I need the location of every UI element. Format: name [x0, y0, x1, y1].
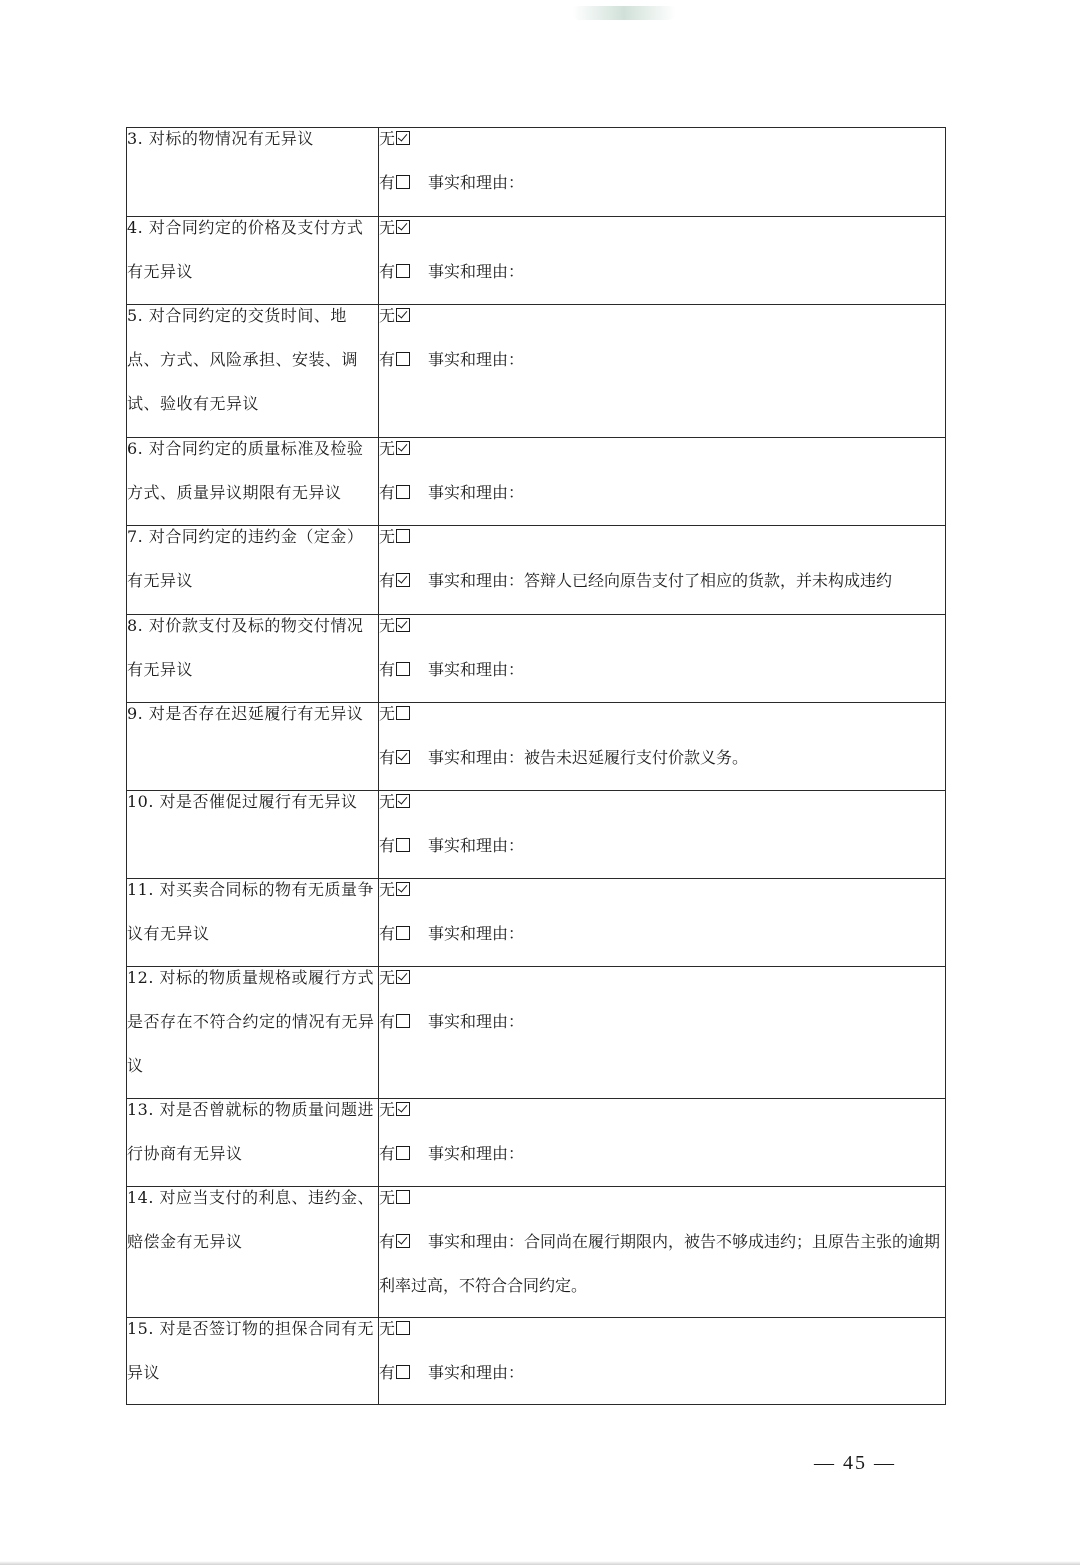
checked-checkbox-icon[interactable]: [396, 441, 410, 455]
question-text: 13. 对是否曾就标的物质量问题进行协商有无异议: [127, 1100, 375, 1163]
table-row: [127, 615, 946, 703]
checked-checkbox-icon[interactable]: [396, 573, 410, 587]
answer-cell: [379, 305, 946, 438]
reason-label: 事实和理由：: [428, 173, 525, 192]
reason-label: 事实和理由：: [428, 748, 525, 767]
option-none-label: 无: [379, 527, 396, 546]
option-yes-line: [379, 161, 945, 205]
answer-cell: [379, 703, 946, 791]
option-yes-label: 有: [379, 748, 396, 767]
answer-cell: [379, 791, 946, 879]
reason-label: 事实和理由：: [428, 483, 525, 502]
option-yes-line: [379, 250, 945, 294]
empty-checkbox-icon[interactable]: [396, 706, 410, 720]
empty-checkbox-icon[interactable]: [396, 264, 410, 278]
question-text: 6. 对合同约定的质量标准及检验方式、质量异议期限有无异议: [127, 439, 364, 502]
empty-checkbox-icon[interactable]: [396, 1146, 410, 1160]
question-text: 14. 对应当支付的利息、违约金、赔偿金有无异议: [127, 1188, 375, 1251]
question-cell: [127, 703, 379, 791]
table-row: [127, 703, 946, 791]
question-text: 11. 对买卖合同标的物有无质量争议有无异议: [127, 880, 375, 943]
option-yes-line: [379, 1220, 945, 1308]
option-none-line: [379, 604, 945, 648]
table-row: [127, 217, 946, 305]
question-text: 4. 对合同约定的价格及支付方式有无异议: [127, 218, 364, 281]
option-none-line: [379, 780, 945, 824]
scan-stamp-mark: [572, 6, 676, 20]
question-cell: [127, 879, 379, 967]
option-none-label: 无: [379, 616, 396, 635]
option-none-label: 无: [379, 218, 396, 237]
answer-cell: [379, 967, 946, 1099]
question-text: 5. 对合同约定的交货时间、地点、方式、风险承担、安装、调试、验收有无异议: [127, 306, 359, 413]
reason-label: 事实和理由：: [428, 1363, 525, 1382]
reason-label: 事实和理由：: [428, 660, 525, 679]
option-yes-line: [379, 338, 945, 382]
reason-label: 事实和理由：: [428, 1232, 525, 1251]
option-yes-label: 有: [379, 836, 396, 855]
option-none-label: 无: [379, 880, 396, 899]
question-text: 12. 对标的物质量规格或履行方式是否存在不符合约定的情况有无异议: [127, 968, 375, 1075]
reason-label: 事实和理由：: [428, 262, 525, 281]
checked-checkbox-icon[interactable]: [396, 1102, 410, 1116]
option-yes-line: [379, 736, 945, 780]
table-row: [127, 438, 946, 526]
question-text: 9. 对是否存在迟延履行有无异议: [127, 704, 364, 723]
empty-checkbox-icon[interactable]: [396, 1014, 410, 1028]
option-yes-label: 有: [379, 1144, 396, 1163]
reason-label: 事实和理由：: [428, 836, 525, 855]
option-yes-label: 有: [379, 1012, 396, 1031]
scan-bottom-edge: [0, 1561, 1080, 1565]
option-yes-label: 有: [379, 571, 396, 590]
option-yes-label: 有: [379, 1232, 396, 1251]
question-cell: [127, 1099, 379, 1187]
option-yes-label: 有: [379, 350, 396, 369]
answer-cell: [379, 1187, 946, 1318]
option-none-line: [379, 1176, 945, 1220]
empty-checkbox-icon[interactable]: [396, 838, 410, 852]
question-cell: [127, 305, 379, 438]
option-yes-line: [379, 912, 945, 956]
reason-label: 事实和理由：: [428, 924, 525, 943]
question-text: 3. 对标的物情况有无异议: [127, 129, 314, 148]
reason-text: 合同尚在履行期限内，被告不够成违约；且原告主张的逾期利率过高，不符合合同约定。: [379, 1232, 941, 1295]
objection-table: [126, 127, 946, 1405]
checked-checkbox-icon[interactable]: [396, 970, 410, 984]
question-cell: [127, 128, 379, 217]
answer-cell: [379, 217, 946, 305]
option-none-line: [379, 294, 945, 338]
option-yes-line: [379, 1000, 945, 1044]
reason-label: 事实和理由：: [428, 1012, 525, 1031]
question-text: 10. 对是否催促过履行有无异议: [127, 792, 358, 811]
empty-checkbox-icon[interactable]: [396, 926, 410, 940]
option-yes-line: [379, 559, 945, 603]
answer-cell: [379, 1099, 946, 1187]
option-none-line: [379, 515, 945, 559]
option-none-line: [379, 427, 945, 471]
option-none-label: 无: [379, 1188, 396, 1207]
option-yes-label: 有: [379, 924, 396, 943]
question-cell: [127, 615, 379, 703]
table-row: [127, 1187, 946, 1318]
reason-label: 事实和理由：: [428, 350, 525, 369]
table-row: [127, 967, 946, 1099]
answer-cell: [379, 526, 946, 615]
empty-checkbox-icon[interactable]: [396, 1190, 410, 1204]
answer-cell: [379, 879, 946, 967]
answer-cell: [379, 615, 946, 703]
option-yes-label: 有: [379, 660, 396, 679]
checked-checkbox-icon[interactable]: [396, 794, 410, 808]
option-none-line: [379, 1088, 945, 1132]
option-none-line: [379, 1307, 945, 1351]
option-yes-line: [379, 471, 945, 515]
reason-label: 事实和理由：: [428, 1144, 525, 1163]
question-cell: [127, 438, 379, 526]
option-none-line: [379, 868, 945, 912]
table-row: [127, 305, 946, 438]
option-yes-label: 有: [379, 262, 396, 281]
reason-label: 事实和理由：: [428, 571, 525, 590]
option-none-label: 无: [379, 306, 396, 325]
question-cell: [127, 1318, 379, 1405]
option-none-label: 无: [379, 792, 396, 811]
empty-checkbox-icon[interactable]: [396, 352, 410, 366]
empty-checkbox-icon[interactable]: [396, 1365, 410, 1379]
reason-text: 被告未迟延履行支付价款义务。: [524, 748, 749, 767]
question-text: 8. 对价款支付及标的物交付情况有无异议: [127, 616, 364, 679]
empty-checkbox-icon[interactable]: [396, 529, 410, 543]
option-yes-line: [379, 1132, 945, 1176]
option-none-label: 无: [379, 439, 396, 458]
checked-checkbox-icon[interactable]: [396, 1234, 410, 1248]
checked-checkbox-icon[interactable]: [396, 308, 410, 322]
table-row: [127, 128, 946, 217]
option-none-label: 无: [379, 968, 396, 987]
option-none-line: [379, 117, 945, 161]
option-yes-label: 有: [379, 173, 396, 192]
checked-checkbox-icon[interactable]: [396, 750, 410, 764]
reason-text: 答辩人已经向原告支付了相应的货款，并未构成违约: [524, 571, 893, 590]
option-yes-line: [379, 648, 945, 692]
table-row: [127, 526, 946, 615]
option-yes-label: 有: [379, 483, 396, 502]
option-yes-line: [379, 1351, 945, 1395]
checked-checkbox-icon[interactable]: [396, 618, 410, 632]
question-cell: [127, 217, 379, 305]
option-yes-label: 有: [379, 1363, 396, 1382]
table-row: [127, 791, 946, 879]
question-text: 15. 对是否签订物的担保合同有无异议: [127, 1319, 375, 1382]
option-yes-line: [379, 824, 945, 868]
question-cell: [127, 791, 379, 879]
option-none-label: 无: [379, 129, 396, 148]
page-number: — 45 —: [814, 1452, 896, 1474]
option-none-line: [379, 692, 945, 736]
question-cell: [127, 967, 379, 1099]
answer-cell: [379, 438, 946, 526]
checked-checkbox-icon[interactable]: [396, 131, 410, 145]
answer-cell: [379, 1318, 946, 1405]
checked-checkbox-icon[interactable]: [396, 220, 410, 234]
table-row: [127, 1318, 946, 1405]
option-none-label: 无: [379, 1100, 396, 1119]
question-text: 7. 对合同约定的违约金（定金）有无异议: [127, 527, 364, 590]
table-row: [127, 1099, 946, 1187]
objection-table-body: [127, 128, 946, 1405]
option-none-label: 无: [379, 704, 396, 723]
empty-checkbox-icon[interactable]: [396, 175, 410, 189]
empty-checkbox-icon[interactable]: [396, 1321, 410, 1335]
option-none-line: [379, 956, 945, 1000]
checked-checkbox-icon[interactable]: [396, 882, 410, 896]
option-none-line: [379, 206, 945, 250]
empty-checkbox-icon[interactable]: [396, 662, 410, 676]
option-none-label: 无: [379, 1319, 396, 1338]
answer-cell: [379, 128, 946, 217]
question-cell: [127, 1187, 379, 1318]
question-cell: [127, 526, 379, 615]
empty-checkbox-icon[interactable]: [396, 485, 410, 499]
table-row: [127, 879, 946, 967]
